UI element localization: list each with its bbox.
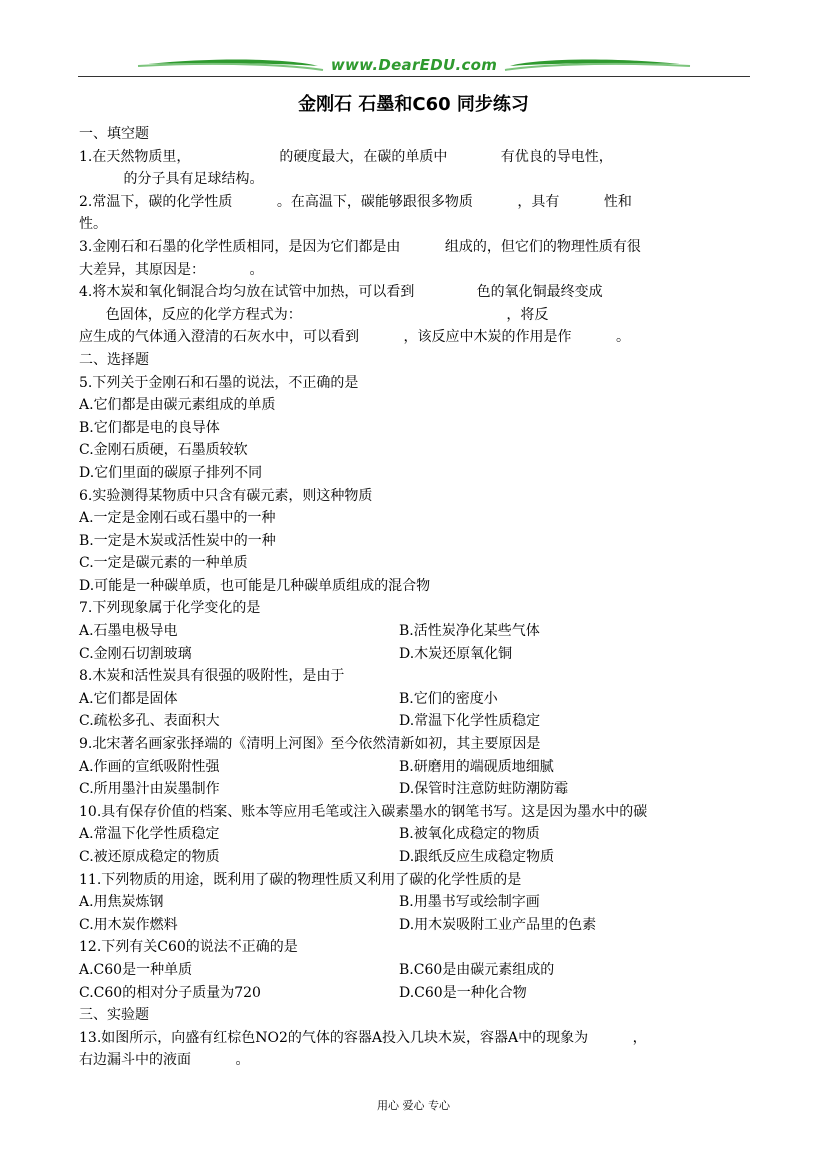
text-line: 三、实验题 [79,1007,149,1024]
text-line: 11.下列物质的用途，既利用了碳的物理性质又利用了碳的化学性质的是 [79,871,522,888]
option-right: D.木炭还原氧化铜 [399,645,513,662]
option-row [79,823,755,846]
text-line: 2.常温下，碳的化学性质 。在高温下，碳能够跟很多物质 ，具有 性和 [79,193,632,210]
text-line: 12.下列有关C60的说法不正确的是 [79,939,298,956]
text-line: 右边漏斗中的液面 。 [79,1052,250,1069]
page-title: 金刚石 石墨和C60 同步练习 [298,94,529,115]
option-right: B.研磨用的端砚质地细腻 [399,758,554,775]
option-row [79,688,755,711]
option-left: C.被还原成稳定的物质 [79,849,220,865]
option-right: D.C60是一种化合物 [399,984,527,1001]
option-left: A.石墨电极导电 [79,623,178,640]
text-line: 7.下列现象属于化学变化的是 [79,600,261,617]
option-left: C.C60的相对分子质量为720 [79,984,261,1001]
option-left: A.用焦炭炼钢 [79,894,164,911]
text-line: 5.下列关于金刚石和石墨的说法，不正确的是 [79,374,359,391]
text-line: 一、填空题 [79,126,149,142]
option-left: A.作画的宣纸吸附性强 [79,758,220,775]
option-right: B.活性炭净化某些气体 [399,623,540,640]
site-logo-text: www.DearEDU.com [330,56,498,74]
option-right: B.用墨书写或绘制字画 [399,894,540,911]
option-right: B.被氧化成稳定的物质 [399,826,540,843]
option-row [79,643,755,666]
text-line: C.金刚石质硬，石墨质较软 [79,442,248,459]
text-line: 10.具有保存价值的档案、账本等应用毛笔或注入碳素墨水的钢笔书写。这是因为墨水中的碳 [79,803,648,820]
text-line: 3.金刚石和石墨的化学性质相同，是因为它们都是由 组成的，但它们的物理性质有很 [79,238,641,255]
text-line: 性。 [79,216,107,233]
text-line: D.可能是一种碳单质，也可能是几种碳单质组成的混合物 [79,577,431,594]
text-line: 9.北宋著名画家张择端的《清明上河图》至今依然清新如初，其主要原因是 [79,736,541,753]
page-footer: 用心 爱心 专心 [377,1099,450,1112]
text-line: D.它们里面的碳原子排列不同 [79,464,263,481]
text-line: 二、选择题 [79,351,149,368]
option-right: D.用木炭吸附工业产品里的色素 [399,916,597,933]
text-line: 6.实验测得某物质中只含有碳元素，则这种物质 [79,487,373,504]
option-left: A.它们都是固体 [79,690,178,707]
text-line: B.一定是木炭或活性炭中的一种 [79,532,276,549]
text-line: 大差异，其原因是： 。 [79,261,264,278]
text-line: C.一定是碳元素的一种单质 [79,555,248,572]
option-right: D.保管时注意防蛀防潮防霉 [399,781,569,798]
option-left: C.疏松多孔、表面积大 [79,713,220,730]
option-left: C.用木炭作燃料 [79,916,178,933]
text-line: 应生成的气体通入澄清的石灰水中，可以看到 ，该反应中木炭的作用是作 。 [79,329,631,346]
option-left: A.C60是一种单质 [79,961,193,978]
text-line: 1.在天然物质里， 的硬度最大，在碳的单质中 有优良的导电性， [79,148,613,165]
option-row [79,710,755,733]
option-left: C.金刚石切割玻璃 [79,645,192,662]
header-rule [78,76,750,77]
option-left: A.常温下化学性质稳定 [79,826,220,843]
text-line: A.它们都是由碳元素组成的单质 [79,397,276,414]
option-row [79,620,755,643]
option-left: C.所用墨汁由炭墨制作 [79,781,220,798]
option-row [79,891,755,914]
option-row [79,756,755,779]
text-line: A.一定是金刚石或石墨中的一种 [79,510,276,527]
text-line: B.它们都是电的良导体 [79,419,220,436]
option-right: B.C60是由碳元素组成的 [399,961,555,978]
option-row [79,778,755,801]
option-row [79,914,755,937]
text-line: 8.木炭和活性炭具有很强的吸附性，是由于 [79,668,345,685]
worksheet-body [79,123,755,1072]
option-row [79,959,755,982]
option-right: D.常温下化学性质稳定 [399,713,541,730]
text-line: 的分子具有足球结构。 [79,171,264,188]
text-line: 4.将木炭和氧化铜混合均匀放在试管中加热，可以看到 色的氧化铜最终变成 [79,284,603,301]
text-line: 色固体，反应的化学方程式为： ，将反 [79,306,549,323]
option-row [79,846,755,869]
option-row [79,982,755,1005]
option-right: B.它们的密度小 [399,690,498,707]
option-right: D.跟纸反应生成稳定物质 [399,849,555,865]
text-line: 13.如图所示，向盛有红棕色NO2的气体的容器A投入几块木炭，容器A中的现象为 ， [79,1029,647,1046]
